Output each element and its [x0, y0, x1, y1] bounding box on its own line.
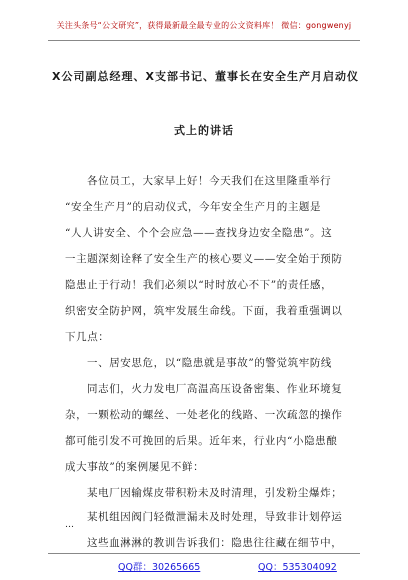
footer-qq-link[interactable]: QQ：535304092	[258, 562, 337, 573]
body-line: 成大事故”的案例屡见不鲜：	[65, 461, 205, 473]
body-line: “人人讲安全、个个会应急——查找身边安全隐患”。这	[65, 227, 333, 239]
body-line: 都可能引发不可挽回的后果。近年来，行业内“小隐患酿	[65, 435, 338, 447]
body-line: 一主题深刻诠释了安全生产的核心要义——安全始于预防	[65, 253, 343, 265]
body-line: 某机组因阀门轻微泄漏未及时处理，导致非计划停运	[87, 511, 343, 523]
document-title-line-1: X公司副总经理、X支部书记、董事长在安全生产月启动仪	[52, 70, 359, 83]
body-line: 下几点：	[65, 331, 110, 343]
ellipsis-line: …	[65, 520, 75, 530]
document-title-line-2: 式上的讲话	[174, 124, 234, 137]
body-line: 某电厂因输煤皮带积粉未及时清理，引发粉尘爆炸；	[87, 487, 343, 499]
body-line: 这些血淋淋的教训告诉我们：隐患往往藏在细节中，	[87, 537, 343, 549]
footer-divider	[48, 553, 360, 554]
header-notice: 关注头条号“公文研究”，获得最新最全最专业的公文资料库！ 微信：gongwenyj	[56, 21, 352, 30]
body-line: “安全生产月”的启动仪式，今年安全生产月的主题是	[65, 201, 322, 213]
body-line: 杂，一颗松动的螺丝、一处老化的线路、一次疏忽的操作	[65, 409, 343, 421]
body-line: 织密安全防护网，筑牢发展生命线。下面，我着重强调以	[65, 305, 343, 317]
section-heading: 一、居安思危，以“隐患就是事故”的警觉筑牢防线	[87, 357, 333, 369]
header-divider	[48, 40, 360, 41]
body-line: 隐患止于行动！我们必须以“时时放心不下”的责任感，	[65, 279, 333, 291]
body-line: 同志们，火力发电厂高温高压设备密集、作业环境复	[87, 383, 343, 395]
footer-qq-group-link[interactable]: QQ群：30265665	[118, 562, 201, 573]
body-line: 各位员工，大家早上好！今天我们在这里隆重举行	[87, 175, 332, 187]
